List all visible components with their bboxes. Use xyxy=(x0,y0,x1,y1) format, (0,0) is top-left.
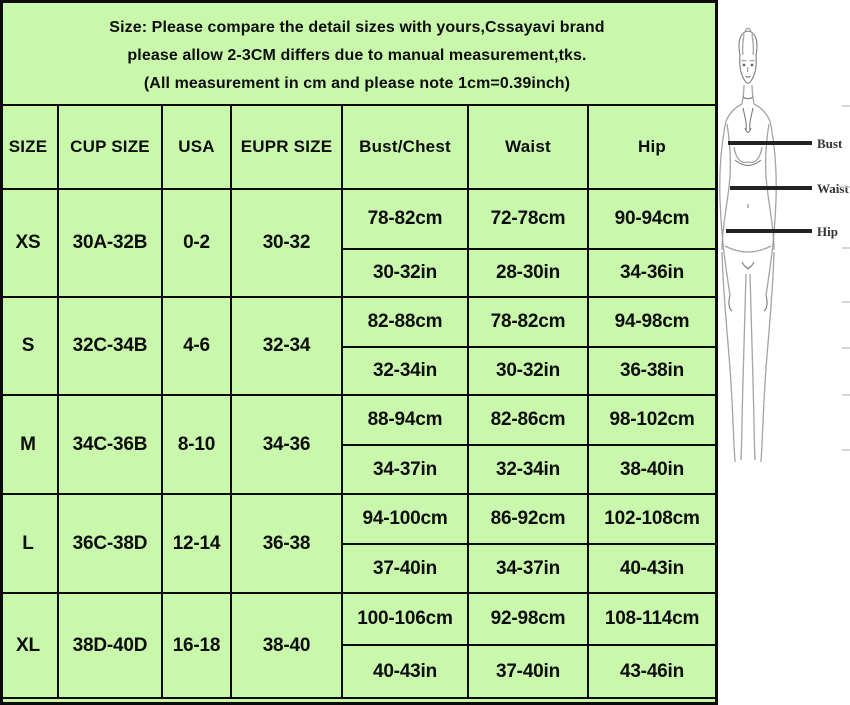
eupr-size-cell: 34-36 xyxy=(231,395,342,494)
size-table xyxy=(0,104,717,699)
waist-label: Waist xyxy=(817,181,849,196)
bust-in-cell: 30-32in xyxy=(342,249,468,297)
column-header-eupr-size: EUPR SIZE xyxy=(231,105,342,189)
hip-in-cell: 40-43in xyxy=(588,544,716,593)
bust-in-cell: 34-37in xyxy=(342,445,468,494)
size-cell: XL xyxy=(0,593,58,698)
hip-in-cell: 38-40in xyxy=(588,445,716,494)
size-cell: XS xyxy=(0,189,58,297)
hip-in-cell: 34-36in xyxy=(588,249,716,297)
waist-in-cell: 34-37in xyxy=(468,544,588,593)
cup-size-cell: 36C-38D xyxy=(58,494,162,593)
bust-in-cell: 40-43in xyxy=(342,645,468,698)
size-cell: S xyxy=(0,297,58,395)
bust-in-cell: 32-34in xyxy=(342,347,468,395)
column-header-bust-chest: Bust/Chest xyxy=(342,105,468,189)
size-cell: M xyxy=(0,395,58,494)
usa-size-cell: 12-14 xyxy=(162,494,231,593)
waist-cm-cell: 86-92cm xyxy=(468,494,588,544)
usa-size-cell: 16-18 xyxy=(162,593,231,698)
hip-label: Hip xyxy=(817,224,838,239)
cup-size-cell: 32C-34B xyxy=(58,297,162,395)
table-row-s-cm xyxy=(0,297,716,347)
size-cell: L xyxy=(0,494,58,593)
hip-cm-cell: 98-102cm xyxy=(588,395,716,445)
waist-in-cell: 37-40in xyxy=(468,645,588,698)
column-header-size: SIZE xyxy=(0,105,58,189)
column-header-hip: Hip xyxy=(588,105,716,189)
eupr-size-cell: 32-34 xyxy=(231,297,342,395)
waist-cm-cell: 82-86cm xyxy=(468,395,588,445)
usa-size-cell: 4-6 xyxy=(162,297,231,395)
hip-cm-cell: 90-94cm xyxy=(588,189,716,249)
size-note xyxy=(0,0,714,98)
table-row-l-cm xyxy=(0,494,716,544)
edge-grid-marks xyxy=(838,106,850,450)
table-row-xl-cm xyxy=(0,593,716,645)
eupr-size-cell: 30-32 xyxy=(231,189,342,297)
woman-outline-drawing xyxy=(720,28,777,462)
waist-cm-cell: 92-98cm xyxy=(468,593,588,645)
bust-label: Bust xyxy=(817,136,843,151)
bust-cm-cell: 88-94cm xyxy=(342,395,468,445)
usa-size-cell: 8-10 xyxy=(162,395,231,494)
hip-in-cell: 43-46in xyxy=(588,645,716,698)
size-note-line-3: (All measurement in cm and please note 1cm=0.39inch) xyxy=(143,75,571,92)
usa-size-cell: 0-2 xyxy=(162,189,231,297)
waist-in-cell: 28-30in xyxy=(468,249,588,297)
waist-cm-cell: 78-82cm xyxy=(468,297,588,347)
bust-cm-cell: 82-88cm xyxy=(342,297,468,347)
bust-cm-cell: 100-106cm xyxy=(342,593,468,645)
cup-size-cell: 34C-36B xyxy=(58,395,162,494)
table-row-m-cm xyxy=(0,395,716,445)
size-note-line-1: Size: Please compare the detail sizes with yours,Cssayavi brand xyxy=(109,19,605,36)
bust-cm-cell: 78-82cm xyxy=(342,189,468,249)
body-measurement-figure xyxy=(715,0,850,705)
bust-cm-cell: 94-100cm xyxy=(342,494,468,544)
column-header-cup-size: CUP SIZE xyxy=(58,105,162,189)
waist-in-cell: 32-34in xyxy=(468,445,588,494)
waist-cm-cell: 72-78cm xyxy=(468,189,588,249)
hip-cm-cell: 102-108cm xyxy=(588,494,716,544)
hip-in-cell: 36-38in xyxy=(588,347,716,395)
cup-size-cell: 30A-32B xyxy=(58,189,162,297)
hip-cm-cell: 108-114cm xyxy=(588,593,716,645)
hip-cm-cell: 94-98cm xyxy=(588,297,716,347)
eupr-size-cell: 36-38 xyxy=(231,494,342,593)
waist-in-cell: 30-32in xyxy=(468,347,588,395)
bust-in-cell: 37-40in xyxy=(342,544,468,593)
table-header-row xyxy=(0,105,716,189)
size-note-line-2: please allow 2-3CM differs due to manual measurement,tks. xyxy=(127,47,587,64)
cup-size-cell: 38D-40D xyxy=(58,593,162,698)
column-header-usa: USA xyxy=(162,105,231,189)
column-header-waist: Waist xyxy=(468,105,588,189)
table-row-xs-cm xyxy=(0,189,716,249)
eupr-size-cell: 38-40 xyxy=(231,593,342,698)
